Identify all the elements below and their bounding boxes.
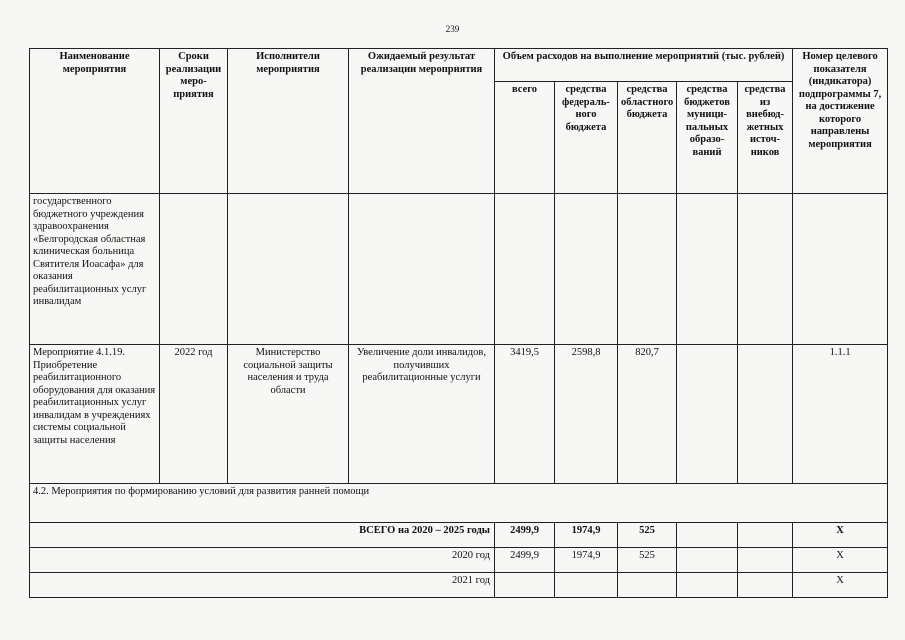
activity-executors-cell: Министерство социальной защиты населения и труда области bbox=[228, 345, 349, 484]
summary-regional bbox=[618, 573, 677, 598]
summary-indicator: Х bbox=[793, 573, 888, 598]
empty-cell bbox=[349, 194, 495, 345]
header-period: Сроки реализации меро-приятия bbox=[160, 49, 228, 194]
page-number: 239 bbox=[445, 24, 460, 34]
header-total: всего bbox=[495, 82, 555, 194]
header-indicator: Номер целевого показателя (индикатора) подпрограммы 7, на достижение которого направлены мероприятия bbox=[793, 49, 888, 194]
table-row bbox=[30, 194, 888, 345]
activity-extra-cell bbox=[738, 345, 793, 484]
empty-cell bbox=[677, 194, 738, 345]
summary-federal: 1974,9 bbox=[555, 523, 618, 548]
activity-regional-cell: 820,7 bbox=[618, 345, 677, 484]
header-federal: средства федераль-ного бюджета bbox=[555, 82, 618, 194]
summary-regional: 525 bbox=[618, 548, 677, 573]
activity-name-cell: Мероприятие 4.1.19. Приобретение реабилитационного оборудования для оказания реабилитационных услуг инвалидам в учреждениях системы социальной защиты населения bbox=[30, 345, 160, 484]
header-expenses-group: Объем расходов на выполнение мероприятий (тыс. рублей) bbox=[495, 49, 793, 82]
header-result: Ожидаемый результат реализации мероприятия bbox=[349, 49, 495, 194]
empty-cell bbox=[618, 194, 677, 345]
activity-total-cell: 3419,5 bbox=[495, 345, 555, 484]
summary-total: 2499,9 bbox=[495, 548, 555, 573]
activity-result-cell: Увеличение доли инвалидов, получивших реабилитационные услуги bbox=[349, 345, 495, 484]
header-row-1 bbox=[30, 49, 888, 82]
summary-municipal bbox=[677, 523, 738, 548]
header-executors: Исполнители мероприятия bbox=[228, 49, 349, 194]
summary-extra bbox=[738, 548, 793, 573]
summary-total: 2499,9 bbox=[495, 523, 555, 548]
summary-label: 2021 год bbox=[30, 573, 495, 598]
empty-cell bbox=[738, 194, 793, 345]
summary-municipal bbox=[677, 573, 738, 598]
summary-extra bbox=[738, 523, 793, 548]
activity-federal-cell: 2598,8 bbox=[555, 345, 618, 484]
summary-total bbox=[495, 573, 555, 598]
table-row bbox=[30, 345, 888, 484]
summary-label: 2020 год bbox=[30, 548, 495, 573]
summary-indicator: Х bbox=[793, 548, 888, 573]
summary-regional: 525 bbox=[618, 523, 677, 548]
empty-cell bbox=[793, 194, 888, 345]
expenditure-table bbox=[29, 48, 888, 598]
summary-row-2021 bbox=[30, 573, 888, 598]
empty-cell bbox=[555, 194, 618, 345]
activity-indicator-cell: 1.1.1 bbox=[793, 345, 888, 484]
summary-label: ВСЕГО на 2020 – 2025 годы bbox=[30, 523, 495, 548]
empty-cell bbox=[228, 194, 349, 345]
continuation-name-cell: государственного бюджетного учреждения здравоохранения «Белгородская областная клиническая больница Святителя Иоасафа» для оказания реабилитационных услуг инвалидам bbox=[30, 194, 160, 345]
summary-extra bbox=[738, 573, 793, 598]
activity-municipal-cell bbox=[677, 345, 738, 484]
activity-period-cell: 2022 год bbox=[160, 345, 228, 484]
header-name: Наименование мероприятия bbox=[30, 49, 160, 194]
section-title: 4.2. Мероприятия по формированию условий для развития ранней помощи bbox=[30, 484, 888, 523]
empty-cell bbox=[495, 194, 555, 345]
summary-federal bbox=[555, 573, 618, 598]
summary-federal: 1974,9 bbox=[555, 548, 618, 573]
empty-cell bbox=[160, 194, 228, 345]
header-extra: средства из внебюд-жетных источ-ников bbox=[738, 82, 793, 194]
header-municipal: средства бюджетов муници-пальных образо-ваний bbox=[677, 82, 738, 194]
summary-row-2020 bbox=[30, 548, 888, 573]
section-row bbox=[30, 484, 888, 523]
summary-municipal bbox=[677, 548, 738, 573]
summary-indicator: Х bbox=[793, 523, 888, 548]
summary-row-total bbox=[30, 523, 888, 548]
header-regional: средства областного бюджета bbox=[618, 82, 677, 194]
